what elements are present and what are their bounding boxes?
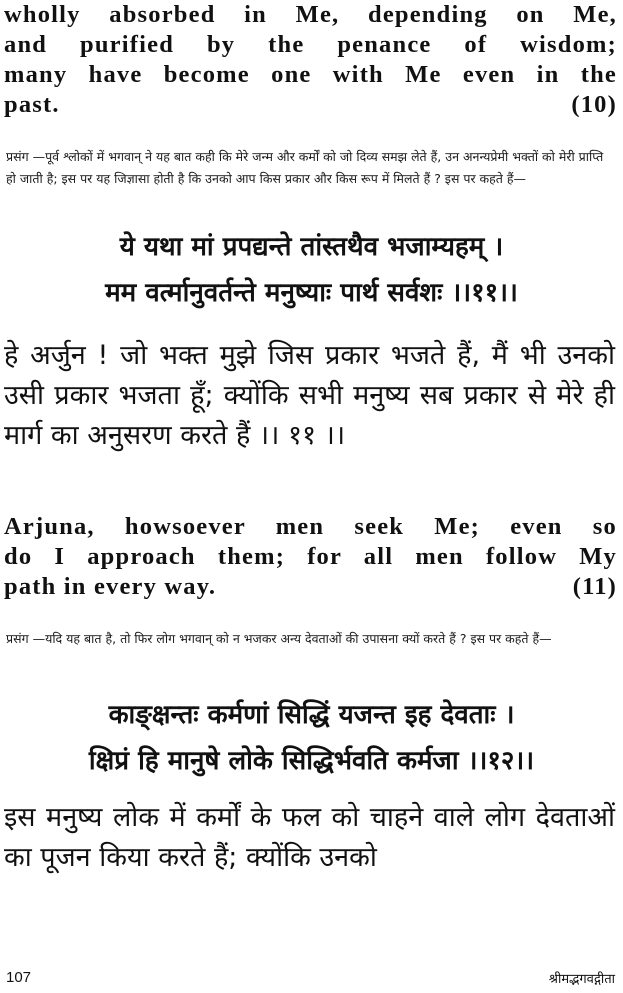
book-title: श्रीमद्भगवद्गीता — [548, 972, 615, 987]
english-translation-10 — [0, 0, 623, 120]
sanskrit-verse-11 — [0, 224, 623, 316]
hindi-translation-11: हे अर्जुन ! जो भक्त मुझे जिस प्रकार भजते हैं, मैं भी उनको उसी प्रकार भजता हूँ; क्योंकि सभी मनुष्य सब प्रकार से मेरे ही मार्ग का अनुसरण करते हैं ।। ११ ।। — [4, 340, 615, 451]
sanskrit-verse-12 — [0, 692, 623, 784]
english-translation-11 — [0, 512, 623, 602]
verse-line: ये यथा मां प्रपद्यन्ते तांस्तथैव भजाम्यहम् । — [119, 232, 504, 262]
verse-line: मम वर्त्मानुवर्तन्ते मनुष्याः पार्थ सर्वशः ।।११।। — [105, 278, 518, 308]
page-footer — [0, 969, 623, 991]
context-intro: प्रसंग —पूर्व श्लोकों में भगवान् ने यह बात कही कि मेरे जन्म और कर्मों को जो दिव्य समझ लेते हैं, उन अनन्यप्रेमी भक्तों को मेरी प्राप्ति हो जाती है; इस पर यह जिज्ञासा होती है कि उनको आप किस प्रकार और किस रूप में मिलते हैं ? इस पर कहते हैं— — [6, 149, 604, 186]
context-intro: प्रसंग —यदि यह बात है, तो फिर लोग भगवान् को न भजकर अन्य देवताओं की उपासना क्यों करते हैं ? इस पर कहते हैं— — [6, 631, 552, 646]
verse-line: क्षिप्रं हि मानुषे लोके सिद्धिर्भवति कर्मजा ।।१२।। — [88, 746, 535, 776]
english-line: wholly absorbed in Me, depending on Me, — [4, 1, 617, 28]
english-line: many have become one with Me even in the — [4, 61, 617, 88]
english-line: do I approach them; for all men follow My — [4, 543, 617, 570]
hindi-translation-12: इस मनुष्य लोक में कर्मों के फल को चाहने वाले लोग देवताओं का पूजन किया करते हैं; क्योंकि उनको — [4, 802, 615, 873]
english-line: and purified by the penance of wisdom; — [4, 31, 617, 58]
verse-ref: (10) — [571, 91, 617, 118]
page-number: 107 — [6, 969, 32, 986]
verse-line: काङ्क्षन्तः कर्मणां सिद्धिं यजन्त इह देवताः । — [108, 700, 515, 730]
verse-ref: (11) — [572, 573, 617, 600]
english-line: path in every way. — [4, 573, 217, 600]
english-line: past. — [4, 91, 60, 118]
english-line: Arjuna, howsoever men seek Me; even so — [4, 513, 617, 540]
